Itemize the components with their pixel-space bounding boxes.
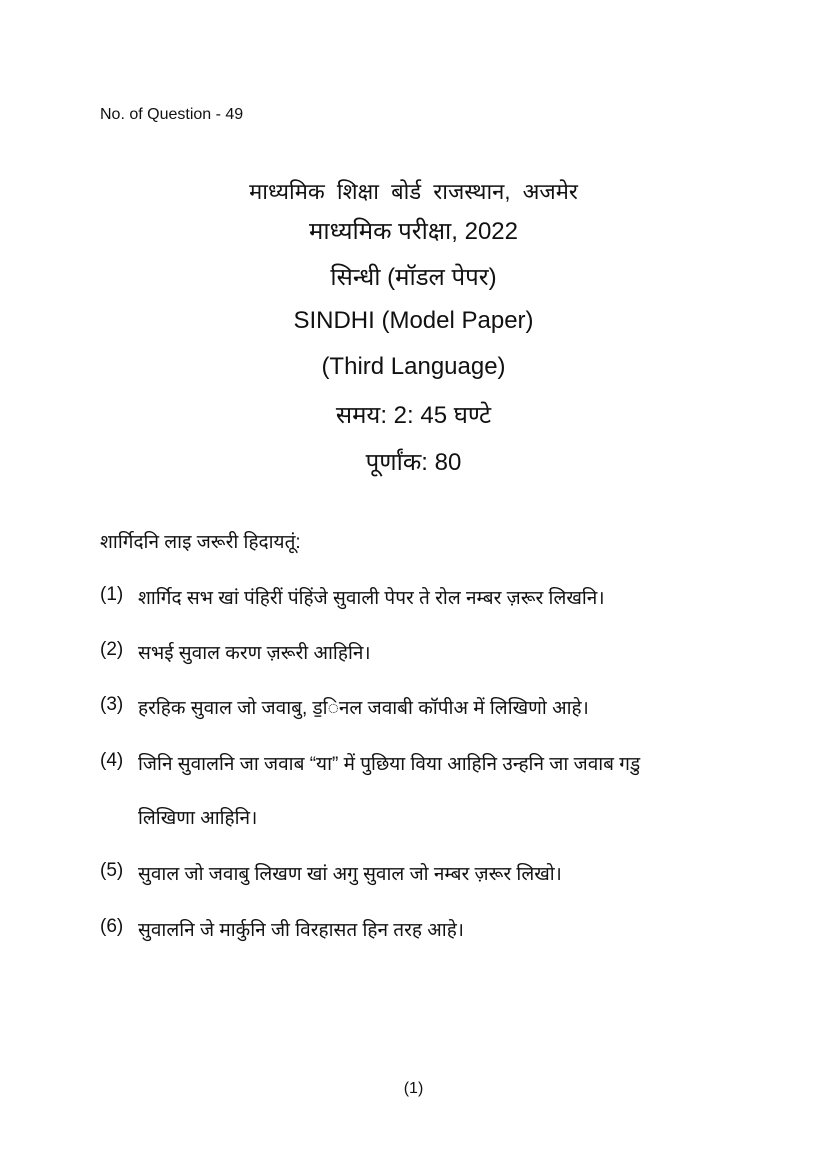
page-number: (1) (403, 1080, 424, 1097)
instruction-text: सुवाल जो जवाबु लिखण खां अगु सुवाल जो नम्बर ज़रूर लिखो। (138, 864, 562, 885)
instruction-number: (2) (100, 639, 124, 660)
instruction-text: सभई सुवाल करण ज़रूरी आहिनि। (138, 643, 371, 664)
instruction-text: हरहिक सुवाल जो जवाबु, ड॒िनल जवाबी कॉपीअ में लिखिणो आहे। (138, 698, 589, 719)
instruction-number: (3) (100, 694, 124, 715)
exam-time: समय: 2: 45 घण्टे (335, 402, 492, 429)
instruction-number: (1) (100, 584, 124, 605)
instruction-text: शार्गिद सभ खां पंहिरीं पंहिंजे सुवाली पेपर ते रोल नम्बर ज़रूर लिखनि। (138, 588, 605, 609)
subject-english: SINDHI (Model Paper) (293, 307, 534, 334)
max-marks: पूर्णांक: 80 (365, 449, 462, 476)
instruction-continuation: लिखिणा आहिनि। (138, 808, 258, 829)
language-type: (Third Language) (321, 353, 506, 380)
instructions-heading: शार्गिदनि लाइ जरूरी हिदायतूं: (100, 532, 301, 553)
instruction-text: सुवालनि जे मार्कुनि जी विरहासत हिन तरह आहे। (138, 920, 464, 941)
board-name: माध्यमिक शिक्षा बोर्ड राजस्थान, अजमेर (249, 179, 578, 204)
question-count: No. of Question - 49 (100, 106, 244, 123)
instruction-number: (5) (100, 860, 124, 881)
instruction-number: (4) (100, 750, 124, 771)
subject-hindi: सिन्धी (मॉडल पेपर) (330, 264, 497, 291)
instruction-number: (6) (100, 916, 124, 937)
instruction-text: जिनि सुवालनि जा जवाब “या” में पुछिया विया आहिनि उन्हनि जा जवाब गडु (138, 754, 641, 775)
exam-title: माध्यमिक परीक्षा, 2022 (309, 218, 518, 245)
